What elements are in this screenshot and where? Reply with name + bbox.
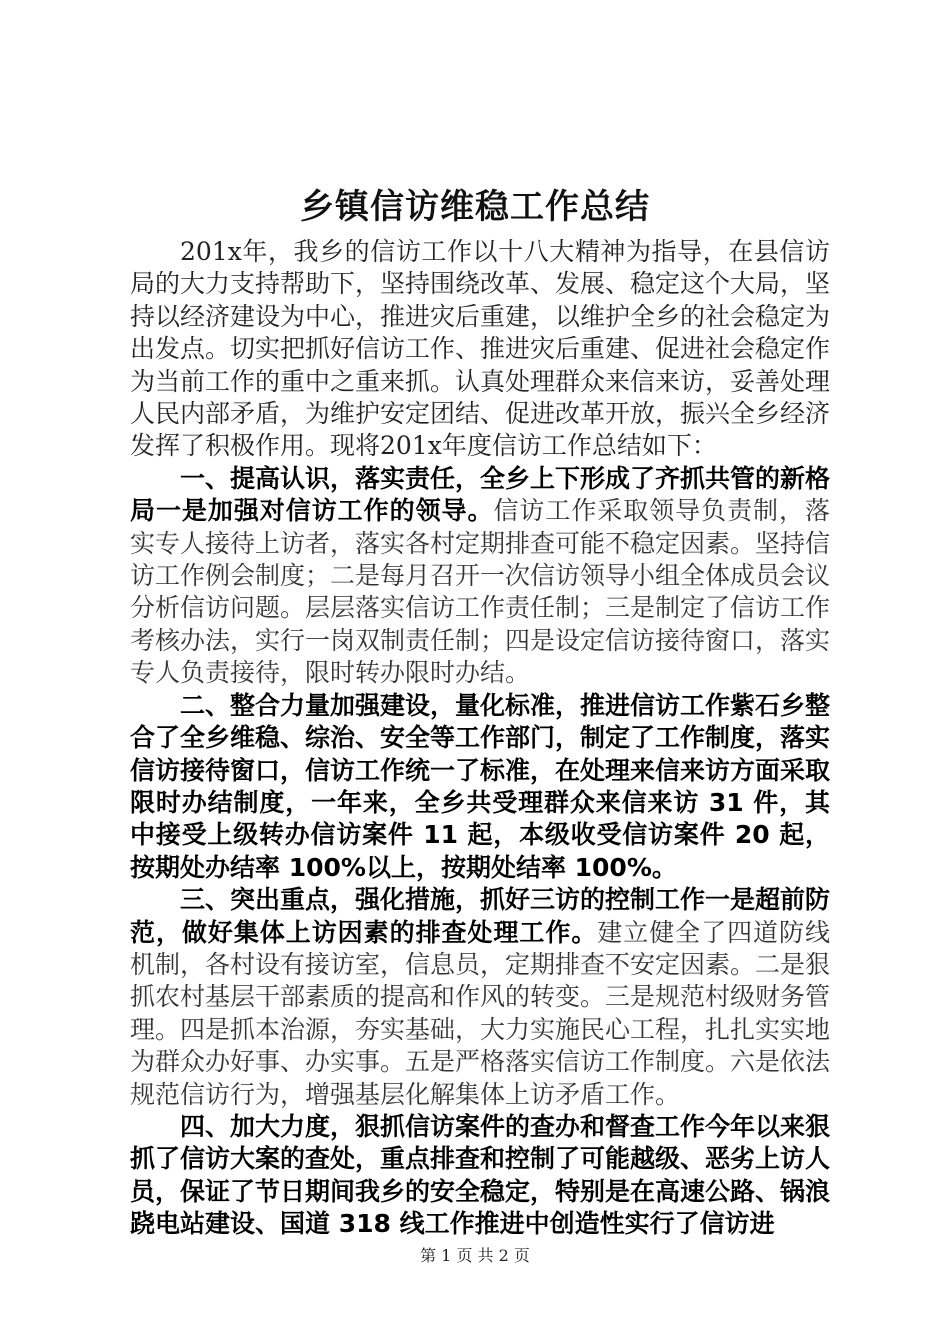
paragraph-section-2: [130, 690, 830, 884]
paragraph-heading: 一、提高认识，落实责任，全乡上下形成了齐抓共管的新格局一是加强对信访工作的领导。: [130, 463, 831, 526]
paragraph-section-4: [130, 1111, 830, 1241]
paragraph-heading: 三、突出重点，强化措施，抓好三访的控制工作一是超前防范，做好集体上访因素的排查处理工作。: [130, 885, 831, 947]
page-footer: 第 1 页 共 2 页: [420, 1246, 530, 1265]
paragraph-heading: 四、加大力度，狠抓信访案件的查办和督查工作今年以来狠抓了信访大案的查处，重点排查和控制了可能越级、恶劣上访人员，保证了节日期间我乡的安全稳定，特别是在高速公路、锅浪跷电站建设、国道 318 线工作推进中创造性实行了信访进: [130, 1111, 831, 1239]
paragraph-section-3: [130, 884, 830, 1111]
paragraph-text: 信访工作采取领导负责制，落实专人接待上访者，落实各村定期排查可能不稳定因素。坚持信访工作例会制度；二是每月召开一次信访领导小组全体成员会议分析信访问题。层层落实信访工作责任制；三是制定了信访工作考核办法，实行一岗双制责任制；四是设定信访接待窗口，落实专人负责接待，限时转办限时办结。: [130, 496, 831, 688]
paragraph-text: 201x年，我乡的信访工作以十八大精神为指导，在县信访局的大力支持帮助下，坚持围绕改革、发展、稳定这个大局，坚持以经济建设为中心，推进灾后重建，以维护全乡的社会稳定为出发点。切实把抓好信访工作、推进灾后重建、促进社会稳定作为当前工作的重中之重来抓。认真处理群众来信来访，妥善处理人民内部矛盾，为维护安定团结、促进改革开放，振兴全乡经济发挥了积极作用。现将201x年度信访工作总结如下：: [130, 237, 831, 461]
document-body: [130, 236, 830, 1241]
document-title: 乡镇信访维稳工作总结: [300, 187, 650, 227]
paragraph-heading: 二、整合力量加强建设，量化标准，推进信访工作紫石乡整合了全乡维稳、综治、安全等工作部门，制定了工作制度，落实信访接待窗口，信访工作统一了标准，在处理来信来访方面采取限时办结制度，一年来，全乡共受理群众来信来访 31 件，其中接受上级转办信访案件 11 起，本级收受信访案件 20 起，按期处办结率 100%以上，按期处结率 100%。: [130, 690, 831, 882]
paragraph-text: 建立健全了四道防线机制，各村设有接访室，信息员，定期排查不安定因素。二是狠抓农村基层干部素质的提高和作风的转变。三是规范村级财务管理。四是抓本治源，夯实基础，大力实施民心工程，扎扎实实地为群众办好事、办实事。五是严格落实信访工作制度。六是依法规范信访行为，增强基层化解集体上访矛盾工作。: [130, 917, 831, 1109]
paragraph-section-1: [130, 463, 830, 690]
paragraph-intro: [130, 236, 830, 463]
